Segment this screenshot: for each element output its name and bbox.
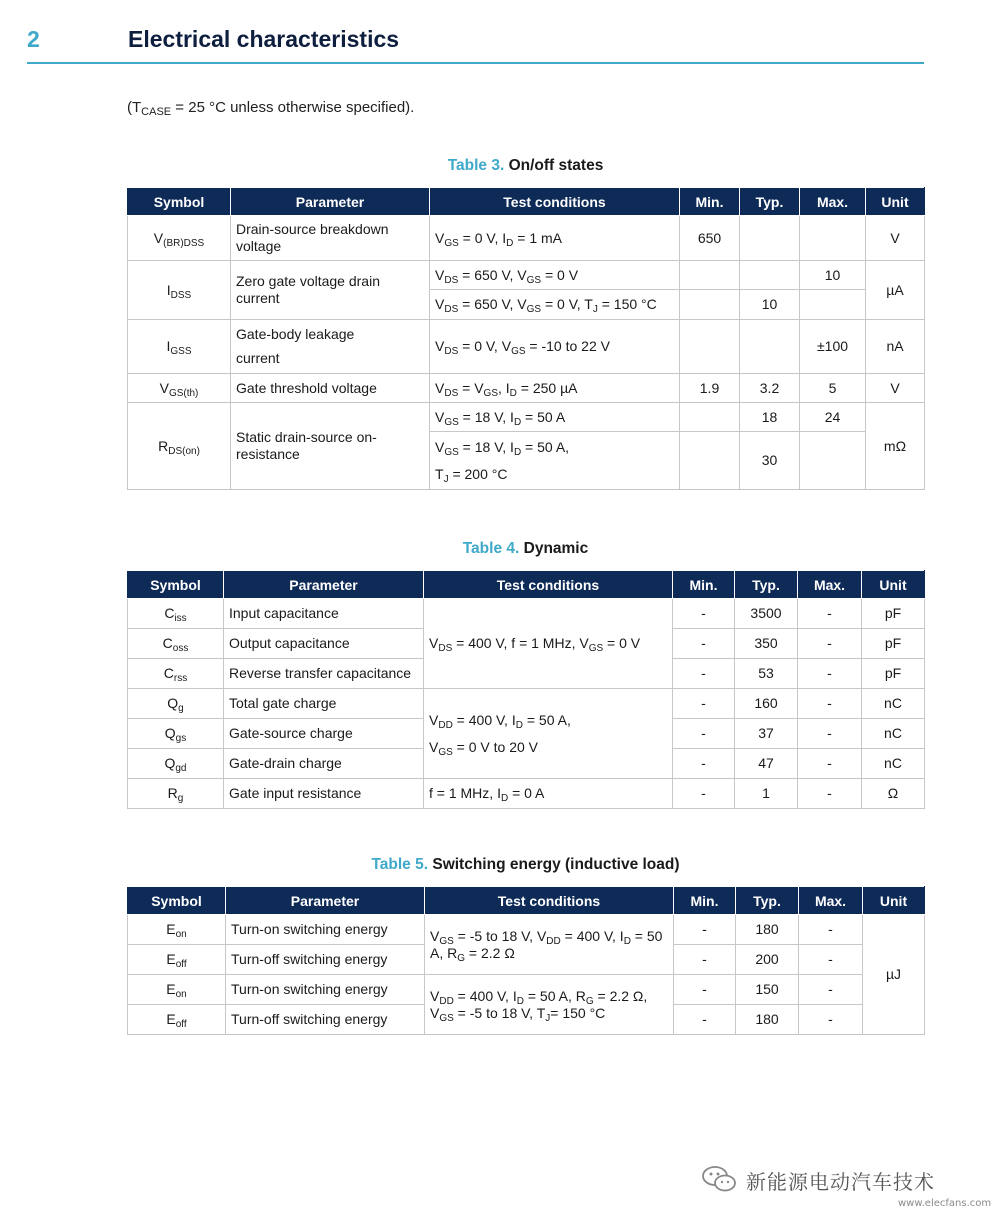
table-row (128, 320, 925, 374)
conditions-cell: $V_{DS} = 650$ V, $V_{GS} = 0$ V (430, 261, 680, 290)
typ-cell: 180 (736, 915, 799, 945)
table4-caption: Table 4. Dynamic (462, 540, 589, 557)
max-cell: - (799, 915, 863, 945)
min-cell: - (674, 945, 736, 975)
typ-cell: 18 (740, 403, 800, 432)
unit-cell: nC (862, 749, 925, 779)
col-min: Min. (674, 887, 736, 915)
unit-cell: mΩ (866, 403, 925, 490)
col-parameter: Parameter (226, 887, 425, 915)
max-cell: - (798, 749, 862, 779)
col-parameter: Parameter (231, 188, 430, 216)
conditions-cell: $V_{DS} = V_{GS}$, $I_D = 250$ µA (430, 374, 680, 403)
col-typ: Typ. (736, 887, 799, 915)
min-cell: - (673, 719, 735, 749)
unit-cell: pF (862, 659, 925, 689)
symbol-cell: $R_g$ (128, 779, 224, 809)
min-cell (680, 403, 740, 432)
max-cell: ±100 (800, 320, 866, 374)
symbol-cell: $C_{rss}$ (128, 659, 224, 689)
watermark (700, 1160, 990, 1216)
unit-cell: nA (866, 320, 925, 374)
table-row (128, 216, 925, 261)
conditions-cell: $V_{GS} = -5$ to 18 V, $V_{DD} = 400$ V, $I_D = 50$ A, $R_G = 2.2$ Ω (425, 915, 674, 975)
section-title: Electrical characteristics (128, 26, 400, 52)
min-cell: - (673, 659, 735, 689)
min-cell: - (673, 629, 735, 659)
max-cell: - (799, 975, 863, 1005)
typ-cell: 1 (735, 779, 798, 809)
parameter-cell: Gate-drain charge (224, 749, 424, 779)
col-typ: Typ. (735, 571, 798, 599)
conditions-cell: $V_{DD} = 400$ V, $I_D = 50$ A, $R_G = 2.2$ Ω, $V_{GS} = -5$ to 18 V, $T_J= 150$ °C (425, 975, 674, 1035)
min-cell (680, 432, 740, 490)
section-header (27, 22, 924, 64)
typ-cell (740, 261, 800, 290)
symbol-cell: $Q_{gd}$ (128, 749, 224, 779)
max-cell: - (799, 945, 863, 975)
unit-cell: nC (862, 719, 925, 749)
unit-cell: V (866, 216, 925, 261)
table-row (128, 403, 925, 432)
min-cell (680, 320, 740, 374)
table-row (128, 915, 925, 945)
symbol-cell: $Q_g$ (128, 689, 224, 719)
typ-cell: 47 (735, 749, 798, 779)
unit-cell: µA (866, 261, 925, 320)
max-cell: - (798, 779, 862, 809)
col-min: Min. (673, 571, 735, 599)
max-cell: 10 (800, 261, 866, 290)
parameter-cell: Gate-source charge (224, 719, 424, 749)
unit-cell: Ω (862, 779, 925, 809)
unit-cell: pF (862, 629, 925, 659)
parameter-cell: Turn-on switching energy (226, 975, 425, 1005)
typ-cell: 10 (740, 290, 800, 320)
table5-switching-energy (127, 886, 925, 1035)
max-cell: - (798, 629, 862, 659)
min-cell: - (673, 779, 735, 809)
min-cell: - (674, 1005, 736, 1035)
parameter-cell: Turn-off switching energy (226, 945, 425, 975)
conditions-cell: $V_{GS} = 18$ V, $I_D = 50$ A, $T_J = 200$ °C (430, 432, 680, 490)
table3-on-off-states (127, 187, 925, 490)
col-test-conditions: Test conditions (425, 887, 674, 915)
symbol-cell: $E_{off}$ (128, 945, 226, 975)
table-header-row (128, 887, 925, 915)
parameter-cell: Total gate charge (224, 689, 424, 719)
typ-cell (740, 320, 800, 374)
conditions-cell: $V_{GS} = 18$ V, $I_D = 50$ A (430, 403, 680, 432)
col-max: Max. (800, 188, 866, 216)
col-symbol: Symbol (128, 571, 224, 599)
col-unit: Unit (863, 887, 925, 915)
typ-cell: 30 (740, 432, 800, 490)
typ-cell: 200 (736, 945, 799, 975)
col-typ: Typ. (740, 188, 800, 216)
typ-cell: 3.2 (740, 374, 800, 403)
typ-cell: 3500 (735, 599, 798, 629)
parameter-cell: Turn-off switching energy (226, 1005, 425, 1035)
col-unit: Unit (862, 571, 925, 599)
table4-dynamic (127, 570, 925, 809)
typ-cell (740, 216, 800, 261)
conditions-cell: $V_{DD} = 400$ V, $I_D = 50$ A, $V_{GS} = 0$ V to 20 V (424, 689, 673, 779)
symbol-cell: $E_{on}$ (128, 975, 226, 1005)
symbol-cell: $C_{oss}$ (128, 629, 224, 659)
parameter-cell: Gate-body leakage current (231, 320, 430, 374)
parameter-cell: Input capacitance (224, 599, 424, 629)
min-cell: 1.9 (680, 374, 740, 403)
max-cell (800, 216, 866, 261)
parameter-cell: Zero gate voltage drain current (231, 261, 430, 320)
conditions-cell: $V_{DS} = 0$ V, $V_{GS} = -10$ to 22 V (430, 320, 680, 374)
parameter-cell: Turn-on switching energy (226, 915, 425, 945)
conditions-cell: $V_{DS} = 400$ V, f = 1 MHz, $V_{GS} = 0$ V (424, 599, 673, 689)
symbol-cell: $I_{GSS}$ (128, 320, 231, 374)
watermark-text: 新能源电动汽车技术 (746, 1170, 935, 1194)
conditions-cell: $V_{DS} = 650$ V, $V_{GS} = 0$ V, $T_J = 150$ °C (430, 290, 680, 320)
table-header-row (128, 188, 925, 216)
max-cell (800, 432, 866, 490)
symbol-cell: $E_{off}$ (128, 1005, 226, 1035)
min-cell (680, 261, 740, 290)
typ-cell: 150 (736, 975, 799, 1005)
symbol-cell: $Q_{gs}$ (128, 719, 224, 749)
min-cell: 650 (680, 216, 740, 261)
conditions-cell: $V_{GS} = 0$ V, $I_D = 1$ mA (430, 216, 680, 261)
symbol-cell: $V_{GS(th)}$ (128, 374, 231, 403)
parameter-cell: Gate threshold voltage (231, 374, 430, 403)
unit-cell: pF (862, 599, 925, 629)
col-symbol: Symbol (128, 188, 231, 216)
symbol-cell: $V_{(BR)DSS}$ (128, 216, 231, 261)
symbol-cell: $R_{DS(on)}$ (128, 403, 231, 490)
parameter-cell: Output capacitance (224, 629, 424, 659)
max-cell: 24 (800, 403, 866, 432)
col-parameter: Parameter (224, 571, 424, 599)
max-cell: - (798, 659, 862, 689)
typ-cell: 160 (735, 689, 798, 719)
min-cell: - (673, 689, 735, 719)
max-cell: - (798, 689, 862, 719)
conditions-cell: f = 1 MHz, $I_D = 0$ A (424, 779, 673, 809)
table-row (128, 975, 925, 1005)
unit-cell: nC (862, 689, 925, 719)
test-condition-note: ($T_{CASE} = 25$ °C unless otherwise specified). (127, 99, 415, 118)
min-cell: - (673, 749, 735, 779)
min-cell: - (674, 975, 736, 1005)
col-max: Max. (798, 571, 862, 599)
wechat-icon (700, 1164, 740, 1194)
table-row (128, 599, 925, 629)
unit-cell: V (866, 374, 925, 403)
section-number: 2 (27, 26, 40, 52)
parameter-cell: Reverse transfer capacitance (224, 659, 424, 689)
table3-caption: Table 3. On/off states (447, 157, 604, 174)
table-row (128, 374, 925, 403)
unit-cell: µJ (863, 915, 925, 1035)
typ-cell: 37 (735, 719, 798, 749)
max-cell: 5 (800, 374, 866, 403)
col-unit: Unit (866, 188, 925, 216)
watermark-url: www.elecfans.com (898, 1198, 992, 1209)
typ-cell: 350 (735, 629, 798, 659)
symbol-cell: $E_{on}$ (128, 915, 226, 945)
col-symbol: Symbol (128, 887, 226, 915)
min-cell: - (673, 599, 735, 629)
parameter-cell: Static drain-source on-resistance (231, 403, 430, 490)
col-test-conditions: Test conditions (424, 571, 673, 599)
symbol-cell: $I_{DSS}$ (128, 261, 231, 320)
table-row (128, 261, 925, 290)
table-row (128, 779, 925, 809)
col-min: Min. (680, 188, 740, 216)
max-cell: - (798, 599, 862, 629)
table-header-row (128, 571, 925, 599)
parameter-cell: Drain-source breakdown voltage (231, 216, 430, 261)
typ-cell: 53 (735, 659, 798, 689)
max-cell: - (798, 719, 862, 749)
max-cell (800, 290, 866, 320)
parameter-cell: Gate input resistance (224, 779, 424, 809)
table-row (128, 689, 925, 719)
col-max: Max. (799, 887, 863, 915)
min-cell: - (674, 915, 736, 945)
max-cell: - (799, 1005, 863, 1035)
table5-caption: Table 5. Switching energy (inductive load) (371, 856, 680, 873)
col-test-conditions: Test conditions (430, 188, 680, 216)
min-cell (680, 290, 740, 320)
typ-cell: 180 (736, 1005, 799, 1035)
symbol-cell: $C_{iss}$ (128, 599, 224, 629)
